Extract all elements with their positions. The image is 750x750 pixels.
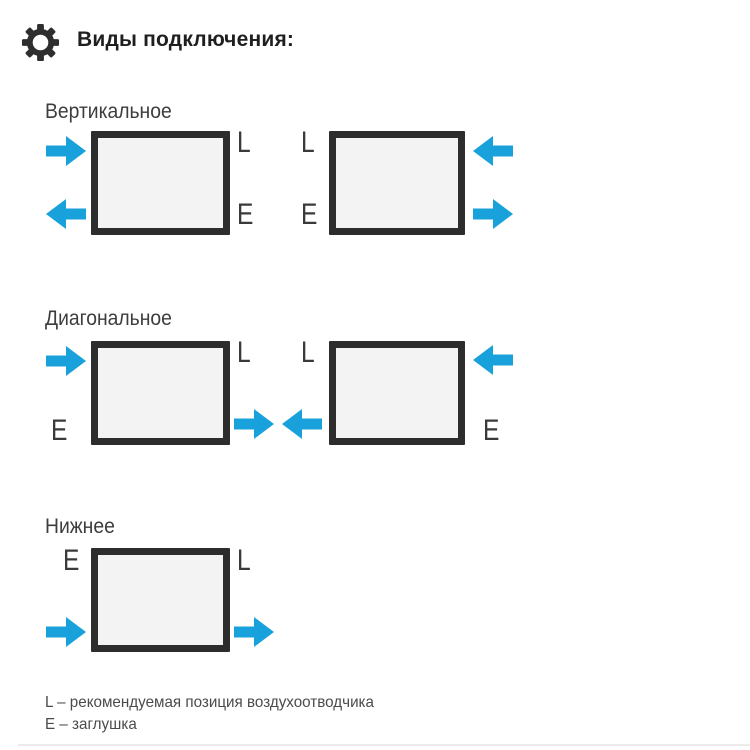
flow-outlet-arrow-icon bbox=[234, 409, 274, 439]
flow-outlet-arrow-icon bbox=[234, 617, 274, 647]
plug-letter: E bbox=[483, 414, 500, 447]
gear-icon bbox=[21, 23, 60, 62]
section-label-diagonal: Диагональное bbox=[45, 307, 172, 330]
air-vent-letter: L bbox=[237, 126, 251, 159]
air-vent-letter: L bbox=[237, 336, 251, 369]
air-vent-letter: L bbox=[237, 544, 251, 577]
flow-inlet-arrow-icon bbox=[473, 345, 513, 375]
page-title: Виды подключения: bbox=[77, 28, 295, 51]
section-label-bottom: Нижнее bbox=[45, 515, 115, 538]
plug-letter: E bbox=[237, 198, 254, 231]
flow-inlet-arrow-icon bbox=[46, 136, 86, 166]
flow-inlet-arrow-icon bbox=[473, 136, 513, 166]
legend-line-air-vent: L – рекомендуемая позиция воздухоотводчика bbox=[45, 694, 374, 711]
radiator bbox=[91, 131, 230, 235]
air-vent-letter: L bbox=[301, 126, 315, 159]
flow-outlet-arrow-icon bbox=[46, 199, 86, 229]
flow-inlet-arrow-icon bbox=[46, 617, 86, 647]
flow-outlet-arrow-icon bbox=[282, 409, 322, 439]
radiator bbox=[91, 548, 230, 652]
plug-letter: E bbox=[301, 198, 318, 231]
radiator bbox=[91, 341, 230, 445]
legend-line-plug: E – заглушка bbox=[45, 716, 137, 733]
radiator bbox=[329, 131, 465, 235]
section-label-vertical: Вертикальное bbox=[45, 100, 172, 123]
radiator bbox=[329, 341, 465, 445]
plug-letter: E bbox=[63, 544, 80, 577]
flow-inlet-arrow-icon bbox=[46, 346, 86, 376]
bottom-divider bbox=[18, 744, 750, 746]
air-vent-letter: L bbox=[301, 336, 315, 369]
plug-letter: E bbox=[51, 414, 68, 447]
flow-outlet-arrow-icon bbox=[473, 199, 513, 229]
